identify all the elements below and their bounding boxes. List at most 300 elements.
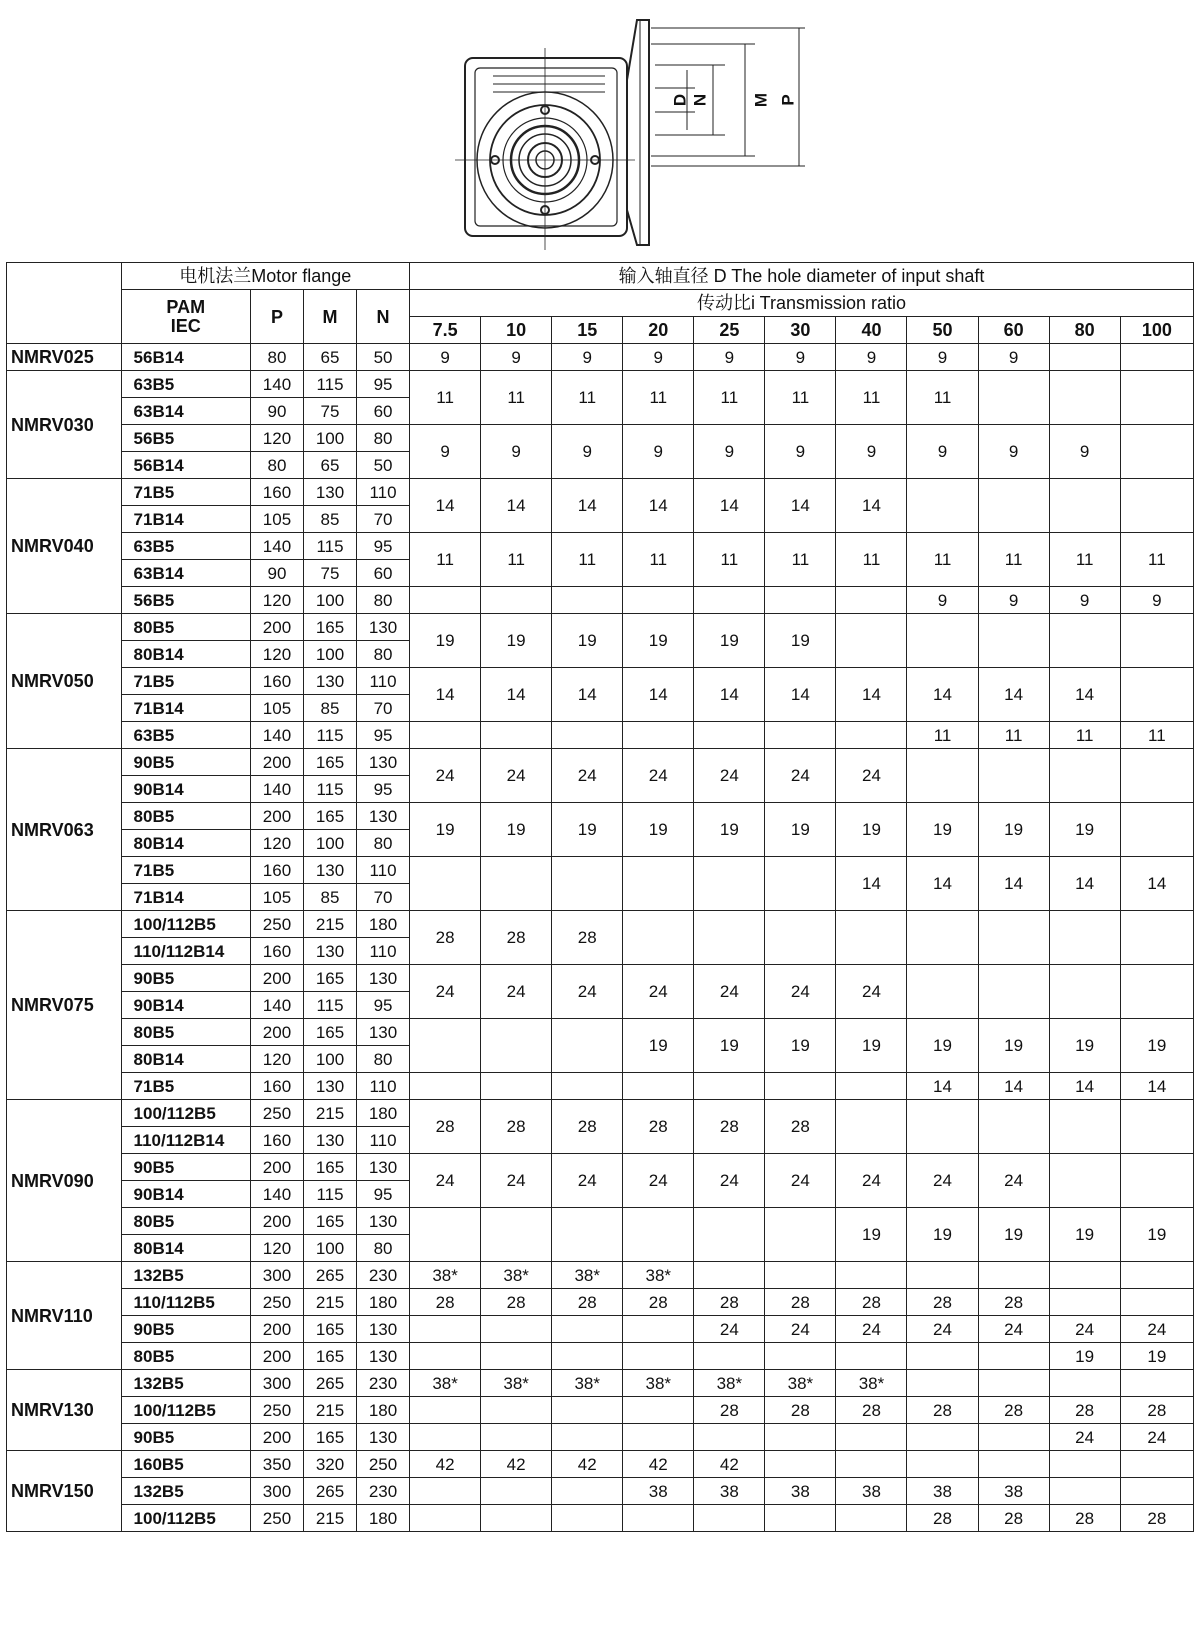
flange-dim-m: 165 bbox=[303, 1154, 356, 1181]
gearbox-spec-table bbox=[6, 262, 1194, 1532]
shaft-diameter-cell: 19 bbox=[694, 803, 765, 857]
table-row bbox=[7, 1100, 1194, 1127]
shaft-diameter-cell bbox=[836, 1343, 907, 1370]
ratio-col-40: 40 bbox=[836, 317, 907, 344]
shaft-diameter-cell: 9 bbox=[978, 587, 1049, 614]
shaft-diameter-cell: 38 bbox=[836, 1478, 907, 1505]
pam-code: 80B5 bbox=[121, 1019, 250, 1046]
shaft-diameter-cell bbox=[410, 587, 481, 614]
shaft-diameter-cell: 28 bbox=[765, 1100, 836, 1154]
shaft-diameter-cell bbox=[552, 857, 623, 911]
shaft-diameter-cell bbox=[410, 1316, 481, 1343]
pam-code: 90B5 bbox=[121, 749, 250, 776]
pam-code: 80B14 bbox=[121, 641, 250, 668]
flange-dim-n: 80 bbox=[357, 425, 410, 452]
shaft-diameter-cell bbox=[1120, 371, 1193, 425]
shaft-diameter-cell bbox=[410, 1424, 481, 1451]
pam-code: 100/112B5 bbox=[121, 1397, 250, 1424]
table-row bbox=[7, 1208, 1194, 1235]
shaft-diameter-cell bbox=[481, 1343, 552, 1370]
shaft-diameter-cell: 9 bbox=[1049, 425, 1120, 479]
shaft-diameter-cell bbox=[978, 1262, 1049, 1289]
table-row bbox=[7, 1316, 1194, 1343]
shaft-diameter-cell bbox=[410, 1397, 481, 1424]
shaft-diameter-cell: 28 bbox=[623, 1100, 694, 1154]
shaft-diameter-cell: 19 bbox=[907, 1208, 978, 1262]
shaft-diameter-cell: 9 bbox=[481, 344, 552, 371]
shaft-diameter-cell: 14 bbox=[552, 668, 623, 722]
flange-dim-n: 80 bbox=[357, 830, 410, 857]
shaft-diameter-cell: 28 bbox=[1049, 1397, 1120, 1424]
flange-dim-p: 105 bbox=[250, 884, 303, 911]
shaft-diameter-cell: 24 bbox=[907, 1154, 978, 1208]
flange-dim-n: 130 bbox=[357, 1208, 410, 1235]
flange-dim-m: 165 bbox=[303, 614, 356, 641]
shaft-diameter-cell: 38 bbox=[623, 1478, 694, 1505]
shaft-diameter-cell: 19 bbox=[978, 803, 1049, 857]
shaft-diameter-cell: 14 bbox=[410, 479, 481, 533]
pam-code: 80B14 bbox=[121, 1235, 250, 1262]
shaft-diameter-cell: 24 bbox=[978, 1154, 1049, 1208]
shaft-diameter-cell: 24 bbox=[1120, 1316, 1193, 1343]
shaft-diameter-cell: 24 bbox=[1120, 1424, 1193, 1451]
shaft-diameter-cell bbox=[1120, 803, 1193, 857]
pam-code: 80B5 bbox=[121, 1208, 250, 1235]
shaft-diameter-cell: 28 bbox=[907, 1289, 978, 1316]
flange-dim-p: 200 bbox=[250, 965, 303, 992]
shaft-diameter-cell bbox=[481, 1478, 552, 1505]
pam-code: 132B5 bbox=[121, 1478, 250, 1505]
flange-dim-p: 160 bbox=[250, 857, 303, 884]
flange-dim-p: 160 bbox=[250, 668, 303, 695]
shaft-diameter-cell: 11 bbox=[907, 722, 978, 749]
flange-dim-m: 165 bbox=[303, 1343, 356, 1370]
shaft-diameter-cell: 11 bbox=[552, 371, 623, 425]
flange-dim-n: 180 bbox=[357, 1397, 410, 1424]
flange-dim-m: 130 bbox=[303, 668, 356, 695]
shaft-diameter-cell bbox=[1049, 1154, 1120, 1208]
flange-dim-p: 250 bbox=[250, 1505, 303, 1532]
model-name: NMRV110 bbox=[7, 1262, 122, 1370]
shaft-diameter-cell: 11 bbox=[481, 533, 552, 587]
model-header bbox=[7, 263, 122, 344]
shaft-diameter-cell bbox=[694, 911, 765, 965]
flange-header: 电机法兰Motor flange bbox=[121, 263, 410, 290]
flange-dim-p: 250 bbox=[250, 1289, 303, 1316]
shaft-diameter-cell: 11 bbox=[623, 371, 694, 425]
shaft-diameter-cell bbox=[552, 1073, 623, 1100]
shaft-diameter-cell: 9 bbox=[694, 425, 765, 479]
shaft-diameter-cell bbox=[623, 1208, 694, 1262]
pam-code: 63B14 bbox=[121, 398, 250, 425]
dimension-label-m: M bbox=[751, 92, 771, 108]
shaft-diameter-cell: 28 bbox=[978, 1397, 1049, 1424]
shaft-diameter-cell: 38* bbox=[552, 1262, 623, 1289]
shaft-diameter-cell: 19 bbox=[623, 803, 694, 857]
shaft-diameter-cell bbox=[481, 1019, 552, 1073]
pam-code: 80B5 bbox=[121, 614, 250, 641]
shaft-diameter-cell bbox=[552, 1478, 623, 1505]
flange-dim-p: 160 bbox=[250, 938, 303, 965]
shaft-diameter-cell: 19 bbox=[1049, 1343, 1120, 1370]
shaft-diameter-cell bbox=[1120, 1370, 1193, 1397]
flange-dim-p: 160 bbox=[250, 1073, 303, 1100]
shaft-diameter-cell: 9 bbox=[836, 425, 907, 479]
flange-dim-n: 130 bbox=[357, 1424, 410, 1451]
pam-code: 56B5 bbox=[121, 587, 250, 614]
shaft-diameter-cell: 14 bbox=[836, 479, 907, 533]
shaft-diameter-cell bbox=[481, 1316, 552, 1343]
flange-dim-p: 80 bbox=[250, 452, 303, 479]
model-name: NMRV050 bbox=[7, 614, 122, 749]
shaft-diameter-cell: 14 bbox=[1049, 668, 1120, 722]
shaft-diameter-cell: 19 bbox=[481, 614, 552, 668]
table-row bbox=[7, 1019, 1194, 1046]
shaft-diameter-cell bbox=[410, 1019, 481, 1073]
shaft-diameter-cell bbox=[1120, 1100, 1193, 1154]
shaft-diameter-cell bbox=[1120, 425, 1193, 479]
flange-dim-m: 215 bbox=[303, 1100, 356, 1127]
shaft-diameter-cell bbox=[552, 722, 623, 749]
shaft-diameter-cell: 24 bbox=[481, 1154, 552, 1208]
shaft-diameter-cell bbox=[765, 1424, 836, 1451]
shaft-diameter-cell bbox=[765, 857, 836, 911]
ratio-col-50: 50 bbox=[907, 317, 978, 344]
flange-dim-p: 90 bbox=[250, 398, 303, 425]
flange-dim-n: 110 bbox=[357, 1073, 410, 1100]
shaft-diameter-cell: 24 bbox=[694, 1316, 765, 1343]
shaft-diameter-cell: 28 bbox=[978, 1289, 1049, 1316]
flange-dim-p: 105 bbox=[250, 506, 303, 533]
shaft-diameter-cell: 9 bbox=[623, 425, 694, 479]
flange-dim-p: 200 bbox=[250, 1154, 303, 1181]
shaft-diameter-cell: 14 bbox=[481, 479, 552, 533]
ratio-header: 传动比i Transmission ratio bbox=[410, 290, 1194, 317]
shaft-diameter-cell: 38* bbox=[410, 1370, 481, 1397]
shaft-diameter-cell bbox=[481, 1397, 552, 1424]
shaft-diameter-cell bbox=[410, 1505, 481, 1532]
shaft-diameter-cell bbox=[1120, 1289, 1193, 1316]
shaft-diameter-cell: 42 bbox=[410, 1451, 481, 1478]
shaft-diameter-cell: 14 bbox=[694, 668, 765, 722]
table-row bbox=[7, 587, 1194, 614]
shaft-diameter-cell bbox=[623, 1397, 694, 1424]
shaft-diameter-cell bbox=[1120, 1451, 1193, 1478]
table-row bbox=[7, 1154, 1194, 1181]
pam-code: 90B5 bbox=[121, 1424, 250, 1451]
table-row bbox=[7, 1289, 1194, 1316]
shaft-diameter-cell: 38 bbox=[765, 1478, 836, 1505]
shaft-diameter-cell: 28 bbox=[410, 911, 481, 965]
pam-code: 63B5 bbox=[121, 722, 250, 749]
shaft-diameter-cell: 28 bbox=[481, 1100, 552, 1154]
shaft-diameter-cell bbox=[694, 1208, 765, 1262]
shaft-diameter-cell bbox=[765, 587, 836, 614]
shaft-diameter-cell: 9 bbox=[694, 344, 765, 371]
shaft-diameter-cell: 14 bbox=[836, 857, 907, 911]
shaft-diameter-cell bbox=[481, 1208, 552, 1262]
flange-dim-m: 85 bbox=[303, 884, 356, 911]
table-row bbox=[7, 1073, 1194, 1100]
shaft-diameter-cell bbox=[1049, 1370, 1120, 1397]
shaft-diameter-cell: 19 bbox=[978, 1019, 1049, 1073]
shaft-diameter-cell: 19 bbox=[481, 803, 552, 857]
shaft-diameter-cell bbox=[1120, 965, 1193, 1019]
shaft-diameter-cell bbox=[1049, 371, 1120, 425]
flange-dim-n: 50 bbox=[357, 344, 410, 371]
shaft-diameter-cell bbox=[978, 749, 1049, 803]
shaft-diameter-cell bbox=[1049, 1262, 1120, 1289]
shaft-diameter-cell: 11 bbox=[410, 371, 481, 425]
shaft-diameter-cell bbox=[907, 479, 978, 533]
shaft-diameter-cell: 11 bbox=[765, 371, 836, 425]
shaft-diameter-cell: 11 bbox=[836, 371, 907, 425]
shaft-diameter-cell bbox=[481, 857, 552, 911]
shaft-diameter-cell: 38* bbox=[410, 1262, 481, 1289]
ratio-col-100: 100 bbox=[1120, 317, 1193, 344]
flange-dim-p: 80 bbox=[250, 344, 303, 371]
flange-dim-m: 100 bbox=[303, 425, 356, 452]
flange-dim-p: 160 bbox=[250, 1127, 303, 1154]
flange-dim-n: 50 bbox=[357, 452, 410, 479]
shaft-diameter-cell bbox=[552, 1019, 623, 1073]
flange-dim-m: 115 bbox=[303, 722, 356, 749]
flange-dim-m: 265 bbox=[303, 1370, 356, 1397]
table-row bbox=[7, 1397, 1194, 1424]
pam-code: 71B5 bbox=[121, 668, 250, 695]
pam-code: 63B5 bbox=[121, 371, 250, 398]
flange-dim-p: 200 bbox=[250, 749, 303, 776]
shaft-diameter-cell bbox=[410, 1208, 481, 1262]
shaft-diameter-cell bbox=[623, 1316, 694, 1343]
shaft-diameter-cell: 14 bbox=[765, 479, 836, 533]
shaft-diameter-cell: 28 bbox=[694, 1100, 765, 1154]
flange-dim-p: 140 bbox=[250, 1181, 303, 1208]
shaft-diameter-cell: 24 bbox=[694, 965, 765, 1019]
shaft-diameter-cell bbox=[1120, 1262, 1193, 1289]
pam-code: 132B5 bbox=[121, 1262, 250, 1289]
shaft-diameter-cell: 14 bbox=[552, 479, 623, 533]
shaft-diameter-cell bbox=[1120, 1478, 1193, 1505]
shaft-diameter-cell: 24 bbox=[836, 749, 907, 803]
shaft-diameter-cell: 14 bbox=[978, 668, 1049, 722]
flange-dim-p: 200 bbox=[250, 614, 303, 641]
ratio-col-15: 15 bbox=[552, 317, 623, 344]
flange-dim-p: 300 bbox=[250, 1370, 303, 1397]
pam-code: 110/112B14 bbox=[121, 938, 250, 965]
shaft-diameter-cell bbox=[836, 1073, 907, 1100]
flange-dim-n: 110 bbox=[357, 857, 410, 884]
flange-dim-m: 165 bbox=[303, 965, 356, 992]
flange-dim-n: 95 bbox=[357, 722, 410, 749]
shaft-diameter-cell bbox=[978, 911, 1049, 965]
pam-code: 80B5 bbox=[121, 803, 250, 830]
shaft-diameter-cell bbox=[623, 587, 694, 614]
flange-dim-p: 105 bbox=[250, 695, 303, 722]
shaft-diameter-cell bbox=[907, 1424, 978, 1451]
pam-code: 71B5 bbox=[121, 479, 250, 506]
shaft-diameter-cell bbox=[907, 1343, 978, 1370]
model-name: NMRV063 bbox=[7, 749, 122, 911]
shaft-diameter-cell bbox=[836, 587, 907, 614]
shaft-diameter-cell bbox=[1049, 1289, 1120, 1316]
shaft-diameter-cell bbox=[481, 1424, 552, 1451]
flange-dim-m: 265 bbox=[303, 1262, 356, 1289]
pam-code: 71B14 bbox=[121, 506, 250, 533]
shaft-diameter-cell: 28 bbox=[552, 1289, 623, 1316]
flange-dim-n: 95 bbox=[357, 992, 410, 1019]
shaft-diameter-cell bbox=[978, 1451, 1049, 1478]
flange-dim-m: 115 bbox=[303, 1181, 356, 1208]
flange-dim-m: 130 bbox=[303, 479, 356, 506]
model-name: NMRV090 bbox=[7, 1100, 122, 1262]
shaft-diameter-cell: 11 bbox=[1049, 722, 1120, 749]
ratio-col-10: 10 bbox=[481, 317, 552, 344]
shaft-diameter-cell bbox=[410, 1343, 481, 1370]
shaft-diameter-cell: 28 bbox=[552, 1100, 623, 1154]
shaft-diameter-cell bbox=[1120, 344, 1193, 371]
flange-dim-m: 65 bbox=[303, 452, 356, 479]
shaft-diameter-cell: 28 bbox=[410, 1289, 481, 1316]
shaft-diameter-cell bbox=[552, 1397, 623, 1424]
shaft-diameter-cell: 28 bbox=[765, 1289, 836, 1316]
shaft-diameter-cell: 19 bbox=[1120, 1019, 1193, 1073]
shaft-diameter-cell bbox=[836, 722, 907, 749]
shaft-diameter-cell: 19 bbox=[978, 1208, 1049, 1262]
shaft-diameter-cell bbox=[836, 1505, 907, 1532]
shaft-diameter-cell: 11 bbox=[623, 533, 694, 587]
flange-dim-m: 75 bbox=[303, 560, 356, 587]
flange-dim-p: 120 bbox=[250, 425, 303, 452]
shaft-diameter-cell: 11 bbox=[694, 371, 765, 425]
shaft-diameter-cell: 28 bbox=[694, 1397, 765, 1424]
shaft-diameter-cell: 24 bbox=[694, 1154, 765, 1208]
shaft-diameter-cell bbox=[623, 1424, 694, 1451]
flange-dim-n: 230 bbox=[357, 1370, 410, 1397]
shaft-diameter-cell bbox=[836, 1262, 907, 1289]
flange-dim-p: 250 bbox=[250, 911, 303, 938]
shaft-diameter-cell: 14 bbox=[623, 479, 694, 533]
flange-dim-n: 130 bbox=[357, 1316, 410, 1343]
shaft-diameter-cell bbox=[1049, 1478, 1120, 1505]
shaft-diameter-cell: 24 bbox=[410, 1154, 481, 1208]
table-row bbox=[7, 533, 1194, 560]
shaft-diameter-cell bbox=[552, 1208, 623, 1262]
shaft-diameter-cell bbox=[978, 1343, 1049, 1370]
flange-dim-m: 165 bbox=[303, 803, 356, 830]
table-row bbox=[7, 668, 1194, 695]
flange-dim-p: 250 bbox=[250, 1397, 303, 1424]
flange-dim-m: 115 bbox=[303, 992, 356, 1019]
shaft-diameter-cell: 9 bbox=[623, 344, 694, 371]
shaft-diameter-cell: 14 bbox=[410, 668, 481, 722]
flange-dim-m: 85 bbox=[303, 506, 356, 533]
table-row bbox=[7, 1343, 1194, 1370]
shaft-diameter-cell bbox=[907, 1100, 978, 1154]
model-name: NMRV030 bbox=[7, 371, 122, 479]
shaft-diameter-cell: 19 bbox=[410, 803, 481, 857]
shaft-diameter-cell: 19 bbox=[1049, 1208, 1120, 1262]
table-row bbox=[7, 749, 1194, 776]
flange-dim-m: 215 bbox=[303, 1505, 356, 1532]
flange-dim-n: 80 bbox=[357, 1235, 410, 1262]
model-name: NMRV025 bbox=[7, 344, 122, 371]
shaft-diameter-cell bbox=[552, 1316, 623, 1343]
shaft-diameter-cell: 28 bbox=[907, 1505, 978, 1532]
flange-dim-m: 165 bbox=[303, 1424, 356, 1451]
flange-dim-n: 95 bbox=[357, 371, 410, 398]
shaft-diameter-cell: 11 bbox=[1120, 722, 1193, 749]
shaft-diameter-cell: 14 bbox=[1120, 857, 1193, 911]
shaft-diameter-cell bbox=[765, 722, 836, 749]
gearbox-drawing bbox=[455, 10, 835, 255]
shaft-diameter-cell bbox=[410, 1478, 481, 1505]
shaft-diameter-cell: 28 bbox=[694, 1289, 765, 1316]
flange-dim-p: 200 bbox=[250, 1208, 303, 1235]
flange-dim-n: 110 bbox=[357, 479, 410, 506]
flange-dim-p: 120 bbox=[250, 830, 303, 857]
shaft-diameter-cell: 24 bbox=[1049, 1316, 1120, 1343]
shaft-diameter-cell: 24 bbox=[481, 749, 552, 803]
table-row bbox=[7, 965, 1194, 992]
dimension-label-d: D bbox=[670, 93, 690, 107]
flange-dim-n: 60 bbox=[357, 560, 410, 587]
pam-code: 90B14 bbox=[121, 992, 250, 1019]
shaft-diameter-cell: 38* bbox=[623, 1262, 694, 1289]
shaft-diameter-cell bbox=[978, 479, 1049, 533]
pam-code: 132B5 bbox=[121, 1370, 250, 1397]
shaft-diameter-cell: 19 bbox=[1049, 803, 1120, 857]
shaft-diameter-cell: 19 bbox=[623, 1019, 694, 1073]
shaft-diameter-cell bbox=[907, 1370, 978, 1397]
shaft-diameter-cell: 38* bbox=[623, 1370, 694, 1397]
pam-code: 56B14 bbox=[121, 344, 250, 371]
ratio-col-20: 20 bbox=[623, 317, 694, 344]
table-body bbox=[7, 344, 1194, 1532]
shaft-diameter-cell: 19 bbox=[1120, 1208, 1193, 1262]
flange-dim-n: 180 bbox=[357, 1289, 410, 1316]
shaft-diameter-cell bbox=[1120, 479, 1193, 533]
flange-dim-n: 110 bbox=[357, 668, 410, 695]
shaft-diameter-cell: 9 bbox=[1120, 587, 1193, 614]
shaft-diameter-cell bbox=[1049, 614, 1120, 668]
flange-dim-m: 130 bbox=[303, 938, 356, 965]
table-row bbox=[7, 371, 1194, 398]
flange-dim-m: 215 bbox=[303, 911, 356, 938]
shaft-diameter-cell bbox=[410, 857, 481, 911]
shaft-diameter-cell bbox=[1049, 1451, 1120, 1478]
shaft-diameter-cell: 38 bbox=[978, 1478, 1049, 1505]
dim-header-m: M bbox=[303, 290, 356, 344]
shaft-diameter-cell: 11 bbox=[978, 722, 1049, 749]
shaft-diameter-cell bbox=[552, 1505, 623, 1532]
pam-code: 80B14 bbox=[121, 830, 250, 857]
shaft-diameter-cell bbox=[481, 722, 552, 749]
shaft-diameter-cell: 24 bbox=[836, 965, 907, 1019]
shaft-diameter-cell bbox=[694, 587, 765, 614]
pam-code: 110/112B14 bbox=[121, 1127, 250, 1154]
model-name: NMRV075 bbox=[7, 911, 122, 1100]
shaft-diameter-cell: 9 bbox=[1049, 587, 1120, 614]
flange-dim-m: 115 bbox=[303, 533, 356, 560]
shaft-diameter-cell: 24 bbox=[552, 965, 623, 1019]
shaft-diameter-cell bbox=[765, 1343, 836, 1370]
shaft-diameter-cell: 38 bbox=[907, 1478, 978, 1505]
table-row bbox=[7, 479, 1194, 506]
flange-dim-m: 115 bbox=[303, 371, 356, 398]
shaft-diameter-cell: 24 bbox=[623, 1154, 694, 1208]
flange-dim-n: 110 bbox=[357, 938, 410, 965]
